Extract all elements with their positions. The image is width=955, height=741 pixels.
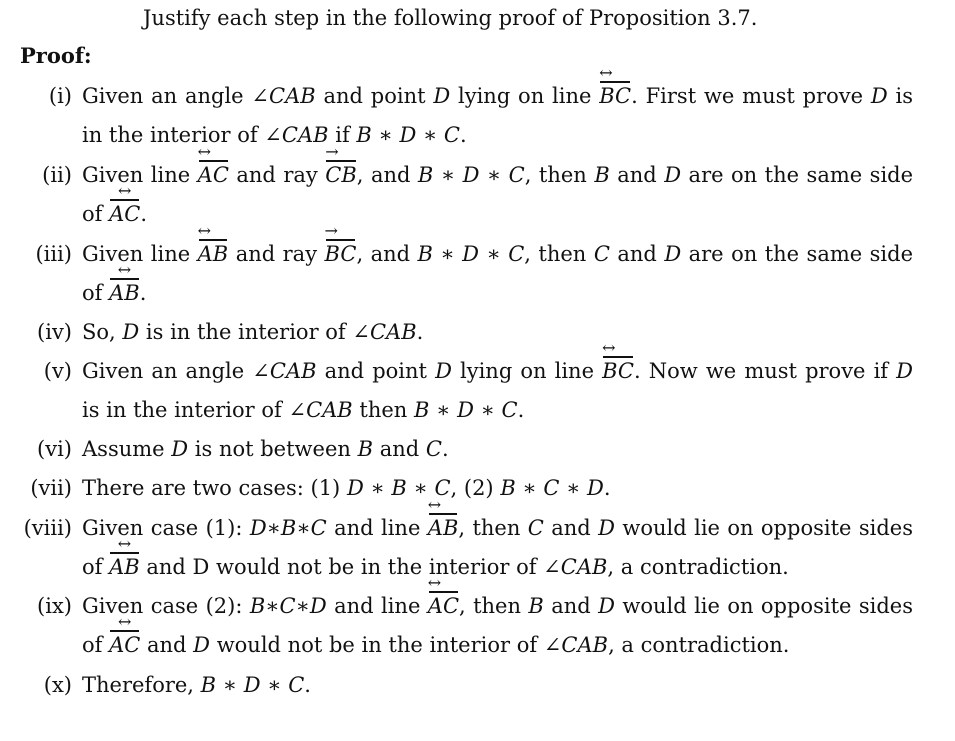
line-ab-notation: AB ↔	[198, 240, 229, 268]
line-ab-notation: AB ↔	[109, 279, 140, 307]
line-ac-notation: AC ↔	[109, 631, 140, 659]
step-number: (vi)	[37, 437, 72, 461]
step-number: (ix)	[37, 594, 72, 618]
step-text-line: of AB ↔ and D would not be in the interior of ∠CAB, a contradiction.	[82, 553, 789, 581]
step-text-line: in the interior of ∠CAB if B ∗ D ∗ C.	[82, 123, 467, 147]
step-text-line: Therefore, B ∗ D ∗ C.	[82, 673, 311, 697]
line-bc-notation: BC ↔	[599, 82, 631, 110]
step-text-line: of AC ↔ and D would not be in the interior of ∠CAB, a contradiction.	[82, 631, 789, 659]
step-text-line: Given case (1): D∗B∗C and line AB ↔, then C and D would lie on opposite sides	[82, 514, 913, 542]
step-text-line: Given line AC ↔ and ray CB →, and B ∗ D ∗ C, then B and D are on the same side	[82, 161, 913, 189]
exercise-title: Justify each step in the following proof of Proposition 3.7.	[143, 6, 758, 30]
step-number: (viii)	[23, 516, 72, 540]
step-number: (v)	[43, 359, 72, 383]
line-ab-notation: AB ↔	[428, 514, 459, 542]
step-number: (vii)	[30, 476, 72, 500]
step-number: (iii)	[35, 242, 72, 266]
step-number: (x)	[43, 673, 72, 697]
step-text-line: Assume D is not between B and C.	[82, 437, 449, 461]
line-ac-notation: AC ↔	[428, 592, 459, 620]
step-text-line: So, D is in the interior of ∠CAB.	[82, 320, 424, 344]
step-text-line: Given case (2): B∗C∗D and line AC ↔, then B and D would lie on opposite sides	[82, 592, 913, 620]
line-ac-notation: AC ↔	[198, 161, 229, 189]
step-text-line: of AC ↔.	[82, 200, 147, 228]
step-text-line: of AB ↔.	[82, 279, 146, 307]
ray-cb-notation: CB →	[325, 161, 357, 189]
line-ac-notation: AC ↔	[109, 200, 140, 228]
step-number: (i)	[48, 84, 72, 108]
step-number: (iv)	[37, 320, 72, 344]
step-text-line: Given line AB ↔ and ray BC →, and B ∗ D ∗ C, then C and D are on the same side	[82, 240, 913, 268]
proof-label: Proof:	[20, 43, 92, 68]
step-number: (ii)	[42, 163, 72, 187]
step-text-line: There are two cases: (1) D ∗ B ∗ C, (2) B ∗ C ∗ D.	[82, 476, 611, 500]
line-bc-notation: BC ↔	[602, 357, 634, 385]
step-text-line: is in the interior of ∠CAB then B ∗ D ∗ C.	[82, 398, 525, 422]
ray-bc-notation: BC →	[325, 240, 357, 268]
step-text-line: Given an angle ∠CAB and point D lying on line BC ↔. Now we must prove if D	[82, 357, 913, 385]
line-ab-notation: AB ↔	[109, 553, 140, 581]
step-text-line: Given an angle ∠CAB and point D lying on line BC ↔. First we must prove D is	[82, 82, 913, 110]
